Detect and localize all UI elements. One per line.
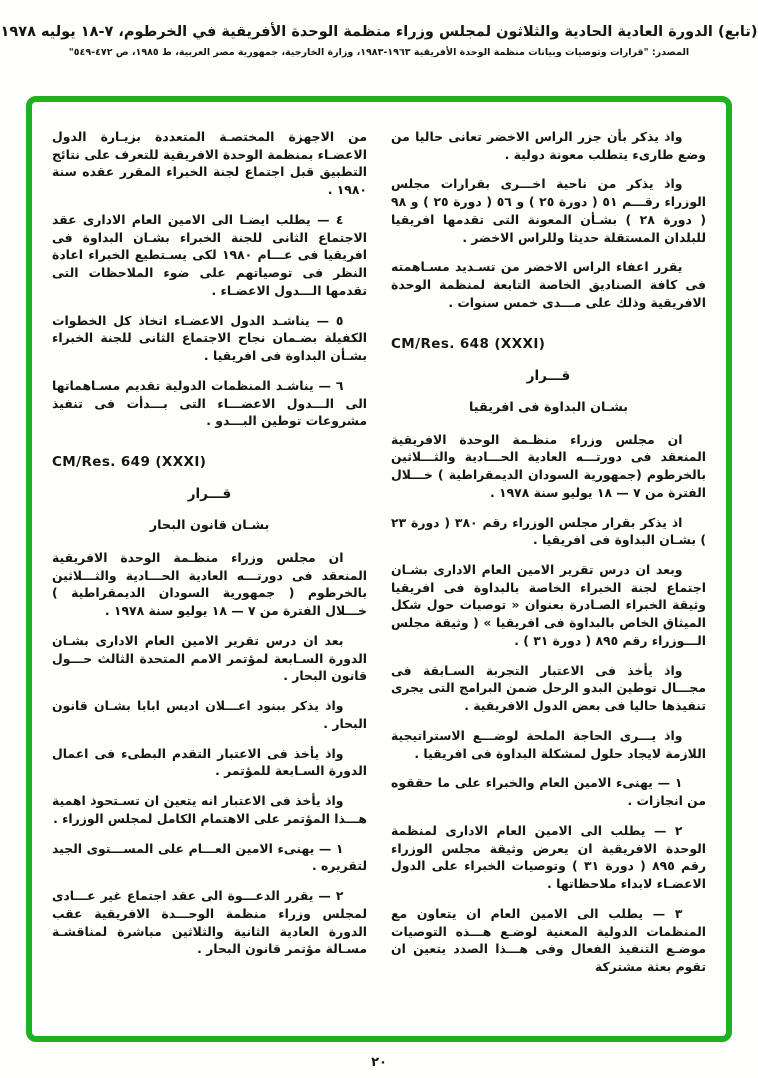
- paragraph: اذ يذكر بقرار مجلس الوزراء رقم ٣٨٠ ( دورة ٢٣ ) بشـان البداوة فى افريقيا .: [391, 514, 706, 548]
- paragraph: واذ يـــرى الحاجة الملحة لوضـــع الاستراتيجية اللازمة لايجاد حلول لمشكلة البداوة فى افريقيا .: [391, 727, 706, 761]
- paragraph: ان مجلس وزراء منظـمة الوحدة الافريقية المنعقد فى دورتـــه العادية الحـــادية والثـــلاثين بالخرطوم ( جمهورية السودان الديمقراطية ) خـــلال الفترة من ٧ — ١٨ يوليو سنة ١٩٧٨ .: [52, 550, 367, 619]
- page-header: [0, 0, 758, 58]
- left-column: [52, 128, 367, 1022]
- paragraph: ٥ — يناشـد الدول الاعضـاء اتخاذ كل الخطوات الكفيلة بضـمان نجاح الاجتماع الثانى للجنة الخبراء بشـأن البداوة فى افريقيا .: [52, 312, 367, 364]
- paragraph: واذ يأخذ فى الاعتبار التجربة السـابقة فى مجـــال توطين البدو الرحل ضمن البرامج التى يجرى تنفيذها حاليا فى بعض الدول الافريقية .: [391, 662, 706, 714]
- resolution-subtitle: بشـان البداوة فى افريقيا: [468, 399, 629, 415]
- paragraph: واذ يأخذ فى الاعتبار التقدم البطىء فى اعمال الدورة السـابعة للمؤتمر .: [52, 745, 367, 779]
- resolution-title: قـــرار: [187, 486, 232, 503]
- paragraph: واذ يذكر بأن جزر الراس الاخضر تعانى حاليا من وضع طارىء يتطلب معونة دولية .: [391, 129, 706, 162]
- paragraph: واذ يذكر ببنود اعـــلان اديس ابابا بشـان قانون البحار .: [52, 698, 367, 731]
- right-column: [391, 128, 706, 1022]
- resolution-ref: CM/Res. 649 (XXXI): [52, 454, 207, 471]
- paragraph: واذ يذكر من ناحية اخـــرى بقرارات مجلس الوزراء رقـــم ٥١ ( دورة ٢٥ ) و ٥٦ ( دورة ٢٥ ) و ٩٨ ( دورة ٢٨ ) بشـأن المعونة التى تقدمها افريقيا للبلدان المستقلة حديثا وللراس الاخضر .: [391, 176, 706, 245]
- paragraph: ٢ — يطلب الى الامين العام الادارى لمنظمة الوحدة الافريقية ان يعرض وثيقة مجلس الوزراء رقم ٨٩٥ ( دورة ٣١ ) وتوصيات الخبراء على الدول الاعضـاء لابداء ملاحظاتها .: [391, 822, 706, 892]
- paragraph: من الاجهزة المختصـة المتعددة بزيـارة الدول الاعضـاء بمنظمة الوحدة الافريقية للتعرف على نتائج التطبيق قبل اجتماع لجنة الخبراء المقرر عقده سنة ١٩٨٠ .: [52, 129, 367, 198]
- paragraph: ١ — يهنىء الامين العام والخبراء على ما حققوه من انجازات .: [391, 775, 706, 809]
- paragraph: ٦ — يناشـد المنظمات الدولية تقديم مسـاهماتها الى الـــدول الاعضـــاء التى بـــدأت فى تنفيذ مشروعات توطين البـــدو .: [52, 377, 367, 429]
- paragraph: وبعد ان درس تقرير الامين العام الادارى بشـان اجتماع لجنة الخبراء الخاصة بالبداوة فى افريقيا وثيقة الخبراء الصـادرة بعنوان « توصيات حول شكل الميثاق الخاص بالبداوة فى افريقيا » ( وثيقة مجلس الـــوزراء رقم ٨٩٥ ( دورة ٣١ ) .: [391, 562, 706, 648]
- paragraph: ان مجلس وزراء منظـمة الوحدة الافريقية المنعقد فى دورتـــه العادية الحـــادية والثـــلاثين بالخرطوم (جمهورية السودان الديمقراطية ) خـــلال الفترة من ٧ — ١٨ يوليو سنة ١٩٧٨ .: [391, 431, 706, 500]
- resolution-title: قـــرار: [526, 367, 571, 384]
- two-column-layout: [52, 128, 706, 1022]
- resolution-subtitle: بشـان قانون البحار: [149, 518, 270, 534]
- page-number: ٢٠: [371, 1055, 387, 1070]
- resolution-ref: CM/Res. 648 (XXXI): [391, 335, 546, 352]
- paragraph: يقرر اعفاء الراس الاخضر من تسـديد مسـاهمته فى كافة الصناديق الخاصة التابعة لمنظمة الوحدة الافريقية وذلك على مـــدى خمس سنوات .: [391, 259, 706, 310]
- paragraph: ٤ — يطلب ايضـا الى الامين العام الادارى عقد الاجتماع الثانى للجنة الخبراء بشـان البداوة فى افريقيا فى عـــام ١٩٨٠ لكى يسـتطيع الخبراء اعادة النظر فى توصياتهم على ضوء الملاحظات التى تقدمها الـــدول الاعضـاء .: [52, 211, 368, 298]
- paragraph: ١ — يهنىء الامين العـــام على المســـتوى الجيد لتقريره .: [52, 840, 367, 874]
- session-header-title: (تابع) الدورة العادية الحادية والثلاثون لمجلس وزراء منظمة الوحدة الأفريقية في الخرطوم، ٧-١٨ يوليه ١٩٧٨: [0, 24, 758, 40]
- paragraph: ٢ — يقرر الدعـــوة الى عقد اجتماع غير عـــادى لمجلس وزراء منظمة الوحـــدة الافريقية عقب الدورة العادية الثانية والثلاثين مباشرة لمناقشـة مسـالة مؤتمر قانون البحار .: [52, 888, 367, 957]
- paragraph: واذ يأخذ فى الاعتبار انه يتعين ان تسـتحوذ اهمية هـــذا المؤتمر على الاهتمام الكامل لمجلس الوزراء .: [52, 793, 367, 826]
- document-green-border-box: [26, 96, 732, 1042]
- source-citation: المصدر: "قرارات وتوصيات وبيانات منظمة الوحدة الأفريقية ١٩٦٣-١٩٨٣، وزارة الخارجية، جمهورية مصر العربية، ط ١٩٨٥، ص ٤٧٢-٥٤٩": [68, 47, 690, 58]
- paragraph: بعد ان درس تقرير الامين العام الادارى بشـان الدورة السـابعة لمؤتمر الامم المتحدة الثالث حـــول قانون البحار .: [52, 632, 367, 684]
- paragraph: ٣ — يطلب الى الامين العام ان يتعاون مع المنظمات الدولية المعنية لوضـع هـــذه التوصيات موضـع التنفيذ الفعال وفى هـــذا الصدد يتعين ان تقوم بعثة مشتركة: [391, 905, 706, 974]
